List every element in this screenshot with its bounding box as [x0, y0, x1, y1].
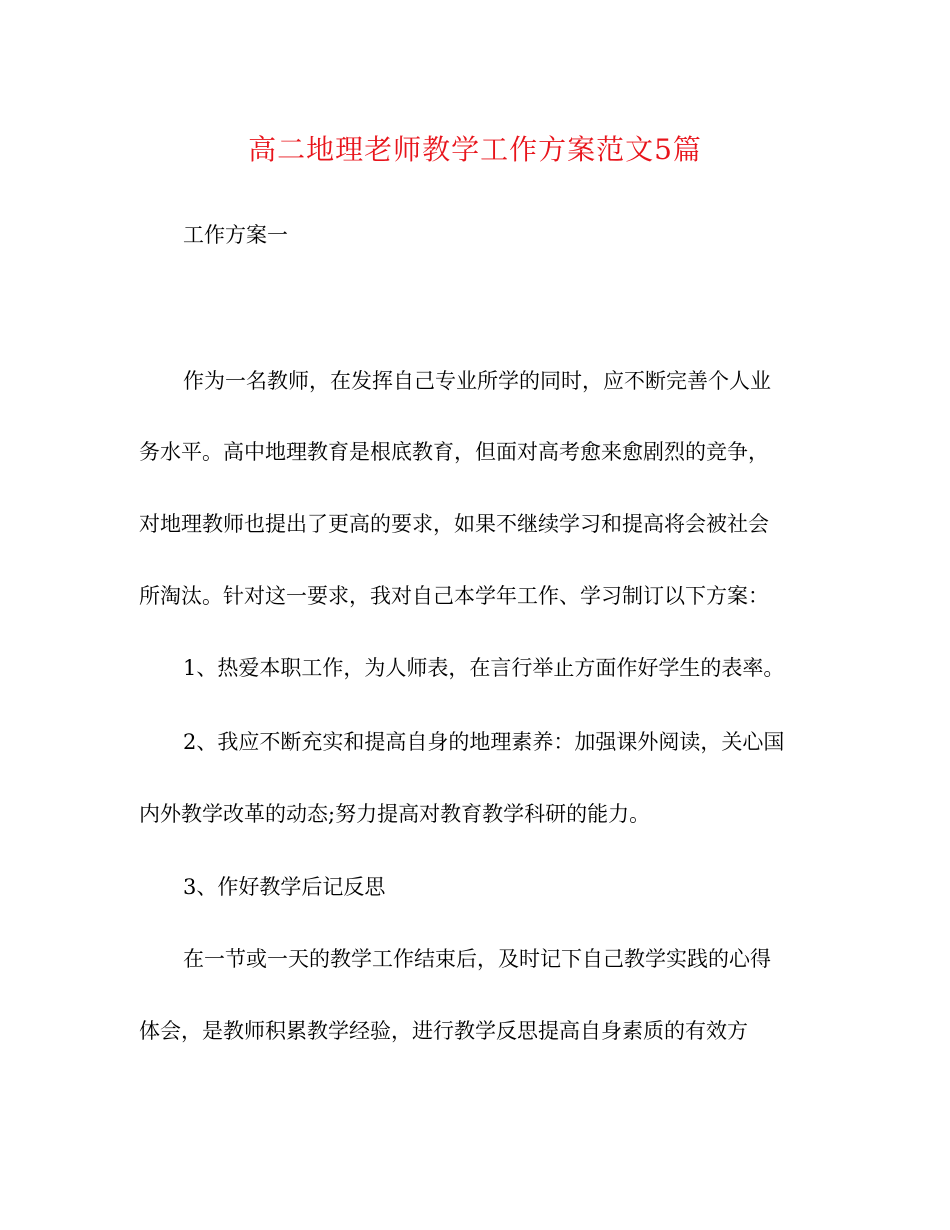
paragraph-line: 所淘汰。针对这一要求，我对自己本学年工作、学习制订以下方案： — [139, 584, 769, 608]
section-heading: 工作方案一 — [183, 223, 288, 247]
paragraph-line: 在一节或一天的教学工作结束后，及时记下自己教学实践的心得 — [183, 947, 771, 971]
list-item-2: 2、我应不断充实和提高自身的地理素养：加强课外阅读，关心国 — [183, 730, 785, 754]
document-title: 高二地理老师教学工作方案范文5篇 — [248, 133, 702, 166]
list-item-1: 1、热爱本职工作，为人师表，在言行举止方面作好学生的表率。 — [183, 656, 785, 680]
paragraph-line: 务水平。高中地理教育是根底教育，但面对高考愈来愈剧烈的竞争， — [139, 440, 769, 464]
paragraph-line: 体会，是教师积累教学经验，进行教学反思提高自身素质的有效方 — [139, 1019, 748, 1043]
paragraph-line: 作为一名教师，在发挥自己专业所学的同时，应不断完善个人业 — [183, 369, 771, 393]
paragraph-line: 内外教学改革的动态;努力提高对教育教学科研的能力。 — [139, 802, 651, 826]
paragraph-line: 对地理教师也提出了更高的要求，如果不继续学习和提高将会被社会 — [139, 512, 769, 536]
list-item-3: 3、作好教学后记反思 — [183, 875, 386, 899]
